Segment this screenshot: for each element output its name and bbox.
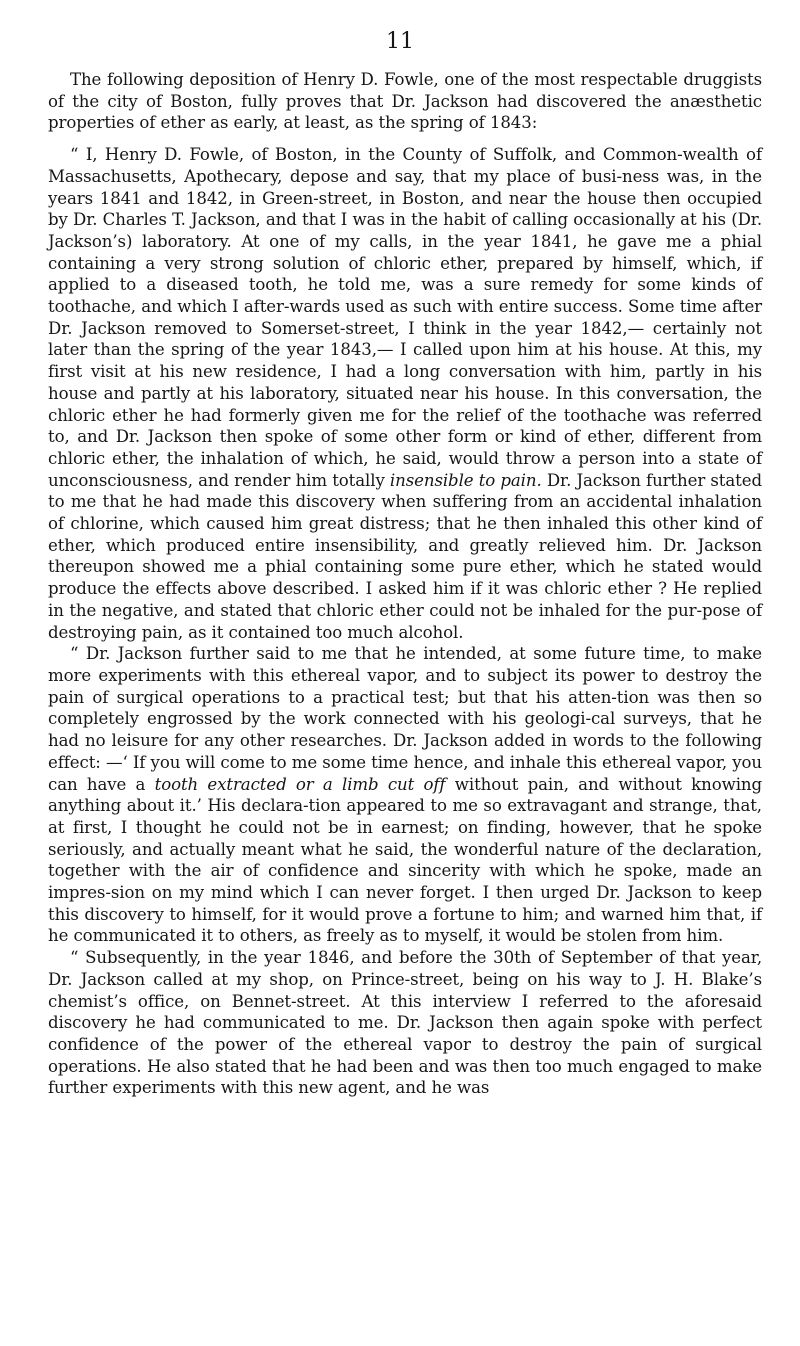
deposition-paragraph-3: “ Subsequently, in the year 1846, and before the 30th of September of that year, Dr. Jackson called at my shop, on Prince-street, being on his way to J. H. Blake’s chemist’s office, on Bennet-street. At this interview I referred to the aforesaid discovery he had communicated to me. Dr. Jackson then again spoke with perfect confidence of the power of the ethereal vapor to destroy the pain of surgical operations. He also stated that he had been and was then too much engaged to make further experiments with this new agent, and he was (48, 948, 762, 1098)
intro-paragraph: The following deposition of Henry D. Fowle, one of the most respectable druggists of the city of Boston, fully proves that Dr. Jackson had discovered the anæsthetic properties of ether as early, at least, as the spring of 1843: (48, 70, 762, 133)
deposition-paragraph-1-text-a: “ I, Henry D. Fowle, of Boston, in the County of Suffolk, and Common-wealth of Massachusetts, Apothecary, depose and say, that my place of busi-ness was, in the years 1841 and 1842, in Green-street, in Boston, and near the house then occupied by Dr. Charles T. Jackson, and that I was in the habit of calling occasionally at his (Dr. Jackson’s) laboratory. At one of my calls, in the year 1841, he gave me a phial containing a very strong solution of chloric ether, prepared by himself, which, if applied to a diseased tooth, he told me, was a sure remedy for some kinds of toothache, and which I after-wards used as such with entire success. Some time after Dr. Jackson removed to Somerset-street, I think in the year 1842,— certainly not later than the spring of the year 1843,— I called upon him at his house. At this, my first visit at his new residence, I had a long conversation with him, partly in his house and partly at his laboratory, situated near his house. In this conversation, the chloric ether he had formerly given me for the relief of the toothache was referred to, and Dr. Jackson then spoke of some other form or kind of ether, different from chloric ether, the inhalation of which, he said, would throw a person into a state of unconsciousness, and render him totally (48, 145, 762, 490)
deposition-paragraph-2-text-b: without pain, and without knowing anything about it.’ His declara-tion appeared to me so extravagant and strange, that, at first, I thought he could not be in earnest; on finding, however, that he spoke seriously, and actually meant what he said, the wonderful nature of the declaration, together with the air of confidence and sincerity with which he spoke, made an impres-sion on my mind which I can never forget. I then urged Dr. Jackson to keep this discovery to himself, for it would prove a fortune to him; and warned him that, if he communicated it to others, as freely as to myself, it would be stolen from him. (48, 774, 763, 946)
page-body (48, 69, 762, 1099)
page-number: 11 (386, 29, 414, 54)
deposition-paragraph-1-text-b: Dr. Jackson further stated to me that he had made this discovery when suffering from an accidental inhalation of chlorine, which caused him great distress; that he then inhaled this other kind of ether, which produced entire insensibility, and greatly relieved him. Dr. Jackson thereupon showed me a phial containing some pure ether, which he stated would produce the effects above described. I asked him if it was chloric ether ? He replied in the negative, and stated that chloric ether could not be inhaled for the pur-pose of destroying pain, as it contained too much alcohol. (48, 470, 762, 642)
deposition-paragraph-2-text-a: “ Dr. Jackson further said to me that he intended, at some future time, to make more experiments with this ethereal vapor, and to subject its power to destroy the pain of surgical operations to a practical test; but that his atten-tion was then so completely engrossed by the work connected with his geologi-cal surveys, that he had no leisure for any other researches. Dr. Jackson added in words to the following effect: —‘ If you will come to me some time hence, and inhale this ethereal vapor, you can have a (48, 644, 762, 794)
deposition-paragraph-2 (48, 643, 762, 947)
deposition-paragraph-2-italic: tooth extracted or a limb cut off (154, 774, 446, 794)
deposition-paragraph-1-italic: insensible to pain. (389, 470, 542, 490)
deposition-paragraph-1 (48, 144, 762, 643)
